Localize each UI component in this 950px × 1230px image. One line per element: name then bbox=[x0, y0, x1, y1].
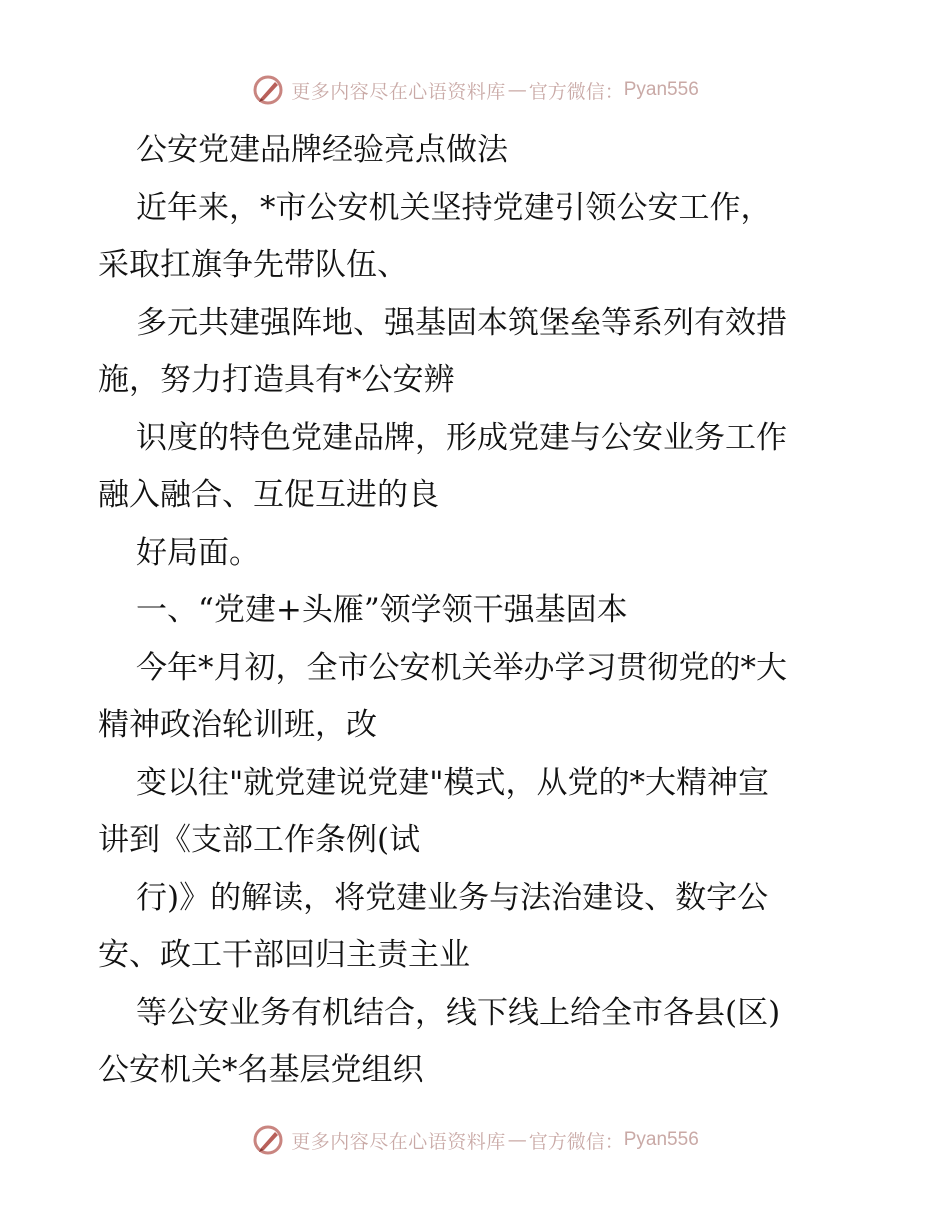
banner-wechat-label: 官方微信： bbox=[528, 80, 624, 103]
banner-text: 更多内容尽在心语资料库 bbox=[291, 1130, 506, 1153]
footer-watermark-banner bbox=[0, 1120, 950, 1160]
banner-separator: — bbox=[507, 1129, 527, 1151]
text-line: 近年来，*市公安机关坚持党建引领公安工作， bbox=[136, 189, 772, 226]
text-line: 安、政工干部回归主责主业 bbox=[98, 937, 470, 973]
text-line: 融入融合、互促互进的良 bbox=[98, 477, 439, 513]
text-line: 讲到《支部工作条例(试 bbox=[98, 822, 421, 858]
banner-wechat-id: Pyan556 bbox=[623, 79, 699, 100]
text-line: 识度的特色党建品牌，形成党建与公安业务工作 bbox=[136, 419, 787, 456]
header-watermark-banner bbox=[0, 70, 950, 110]
text-line: 行)》的解读，将党建业务与法治建设、数字公 bbox=[136, 879, 769, 916]
text-line: 精神政治轮训班，改 bbox=[98, 707, 377, 743]
text-line: 今年*月初，全市公安机关举办学习贯彻党的*大 bbox=[136, 649, 787, 686]
text-line: 公安机关*名基层党组织 bbox=[98, 1052, 424, 1088]
text-line: 变以往"就党建说党建"模式，从党的*大精神宣 bbox=[136, 764, 770, 801]
text-line: 等公安业务有机结合，线下线上给全市各县(区) bbox=[136, 994, 781, 1031]
banner-wechat-label: 官方微信： bbox=[528, 1130, 624, 1153]
section-heading: 一、“党建+头雁”领学领干强基固本 bbox=[136, 592, 628, 628]
banner-wechat-id: Pyan556 bbox=[623, 1129, 699, 1150]
banner-text: 更多内容尽在心语资料库 bbox=[291, 80, 506, 103]
text-line: 采取扛旗争先带队伍、 bbox=[98, 247, 408, 283]
quill-pen-logo-icon bbox=[251, 73, 285, 107]
document-body bbox=[98, 122, 858, 1100]
document-title: 公安党建品牌经验亮点做法 bbox=[136, 132, 508, 168]
banner-separator: — bbox=[507, 79, 527, 101]
text-line: 施，努力打造具有*公安辨 bbox=[98, 362, 455, 398]
text-line: 多元共建强阵地、强基固本筑堡垒等系列有效措 bbox=[136, 304, 787, 341]
quill-pen-logo-icon bbox=[251, 1123, 285, 1157]
text-line: 好局面。 bbox=[136, 534, 260, 571]
